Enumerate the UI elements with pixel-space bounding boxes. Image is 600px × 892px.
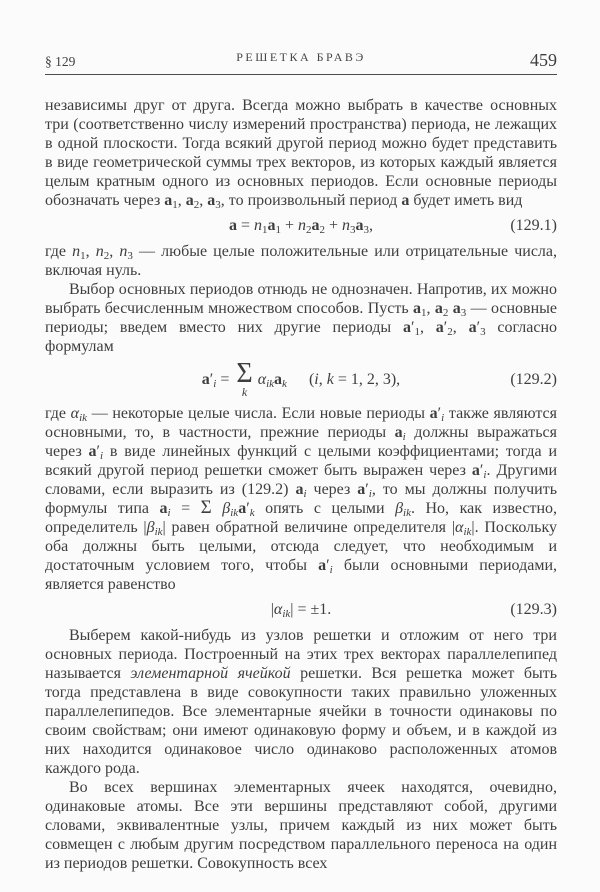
sigma-symbol: Σ bbox=[236, 358, 253, 389]
paragraph-vertices: Во всех вершинах элементарных ячеек находятся, очевидно, одинаковые атомы. Все эти вершины представляют собой, другими словами, эквивалентные узлы, причем каждый из них может быть совмещен с любым другим посредством параллельного переноса на один из периодов решетки. Совокупность всех bbox=[45, 779, 557, 872]
equation-129-1-number: (129.1) bbox=[510, 217, 557, 234]
summation bbox=[236, 358, 253, 399]
paragraph-where-alpha: где $\alpha_{ik}$ — некоторые целые числа. Если новые периоды $a'_i$ также являются основными, то, в частности, прежние периоды $a_i$ должны выражаться через $a'_i$ в виде линейных функций с целыми коэффициентами; тогда и всякий другой период решетки сможет быть выражен через $a'_i$. Другими словами, если выразить из (129.2) $a_i$ через $a'_i$, то мы должны получить формулы типа $a_i = \Sigma$ $\beta_{ik}a'_k$ опять с целыми $\beta_{ik}$. Но, как известно, определитель $|\beta_{ik}|$ равен обратной величине определителя $|\alpha_{ik}|$. Поскольку оба должны быть целыми, отсюда следует, что необходимым и достаточным условием того, чтобы $a'_i$ были основными периодами, является равенство bbox=[45, 405, 558, 593]
paragraph-continuation: независимы друг от друга. Всегда можно выбрать в качестве основных три (соответственно числу измерений пространства) периода, не лежащих в одной плоскости. Тогда всякий другой период можно будет представить в виде геометрической суммы трех векторов, из которых каждый является целым кратным одного из основных периодов. Если основные периоды обозначать через $a_1$, $a_2$, $a_3$, то произвольный период a будет иметь вид bbox=[45, 97, 557, 211]
equation-129-1-body: $a = n_1a_1 + n_2a_2 + n_3a_3$, bbox=[228, 217, 374, 236]
equation-129-2-number: (129.2) bbox=[510, 370, 557, 388]
paragraph-elementary-cell: Выберем какой-нибудь из узлов решетки и отложим от него три основных периода. Построенный на этих трех векторах параллелепипед называется элементарной ячейкой решетки. Вся решетка может быть тогда представлена в виде совокупности таких правильно уложенных параллелепипедов. Все элементарные ячейки в точности одинаковы по своим свойствам; они имеют одинаковую форму и объем, и в каждой из них находится одинаковое число одинаково расположенных атомов каждого рода. bbox=[45, 627, 558, 777]
equation-129-1 bbox=[45, 217, 557, 235]
equation-129-2 bbox=[45, 358, 557, 399]
paragraph-choice-of-periods: Выбор основных периодов отнюдь не однозначен. Напротив, их можно выбрать бесчисленным множеством способов. Пусть $a_1$, $a_2$ $a_3$ — основные периоды; введем вместо них другие периоды $a'_1$, $a'_2$, $a'_3$ согласно формулам bbox=[45, 281, 558, 355]
equation-129-2-body bbox=[201, 358, 401, 399]
section-number: § 129 bbox=[45, 54, 76, 69]
running-head bbox=[45, 50, 557, 71]
running-head-title: РЕШЕТКА БРАВЭ bbox=[236, 50, 366, 64]
paragraph-where-n: где $n_1$, $n_2$, $n_3$ — любые целые положительные или отрицательные числа, включая нуль. bbox=[45, 243, 558, 279]
summation-index: k bbox=[241, 385, 248, 399]
equation-129-3-number: (129.3) bbox=[510, 601, 557, 618]
equation-129-2-lhs: $a'_i$ = bbox=[201, 370, 230, 390]
equation-129-3-body: $|\alpha_{ik}| = \pm 1$. bbox=[270, 601, 332, 620]
equation-129-3 bbox=[45, 601, 557, 619]
header-rule bbox=[45, 74, 557, 75]
equation-129-2-condition: (i, k = 1, 2, 3), bbox=[308, 370, 401, 388]
page-number: 459 bbox=[530, 50, 557, 70]
equation-129-2-rhs: $\alpha_{ik}a_k$ bbox=[257, 370, 287, 390]
